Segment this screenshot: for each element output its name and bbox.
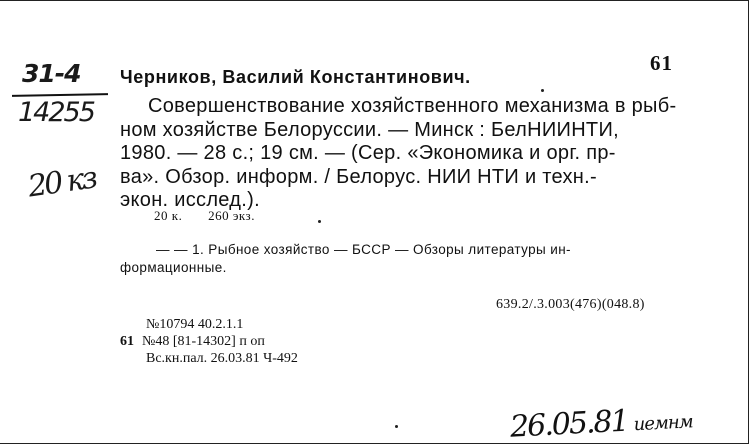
tech-line [120,333,298,350]
page-number: 61 [650,51,673,75]
tech-line: Вс.кн.пал. 26.03.81 Ч-492 [146,351,298,366]
print-run: 260 экз. [208,208,255,223]
print-speck [395,425,398,428]
print-speck [318,220,321,223]
technical-imprint [120,316,298,367]
description-line: ном хозяйстве Белоруссии. — Минск : БелНИИНТИ, [120,118,619,141]
author-heading: Черников, Василий Константинович. [120,67,471,87]
subject-line: формационные. [120,260,227,275]
price-and-print-run [154,208,277,224]
price: 20 к. [154,208,183,223]
shelf-mark-top: 31-4 [22,59,81,88]
signature-date: 26.05.81 [509,403,629,445]
description-line: Совершенствование хозяйственного механизма в рыб- [148,95,677,117]
subject-line: — — 1. Рыбное хозяйство — БССР — Обзоры литературы ин- [156,242,571,257]
bibliographic-description [120,95,710,213]
signature-name: иемнм [633,411,694,436]
tech-line: №10794 40.2.1.1 [146,317,244,332]
handwritten-signature [509,400,693,445]
description-line: ва». Обзор. информ. / Белорус. НИИ НТИ и техн.- [120,165,597,188]
subject-tracing [120,241,710,277]
handwritten-copies-note: 20 кз [25,160,98,205]
description-line: 1980. — 28 с.; 19 см. — (Сер. «Экономика и орг. пр- [120,142,616,164]
tech-prefix: 61 [120,334,134,349]
udc-classification: 639.2/.3.003(476)(048.8) [496,297,645,312]
print-speck [541,89,544,92]
description-line: экон. исслед.). [120,189,260,211]
shelf-mark-bottom: 14255 [18,97,94,128]
tech-line-text: №48 [81-14302] п оп [142,334,265,349]
